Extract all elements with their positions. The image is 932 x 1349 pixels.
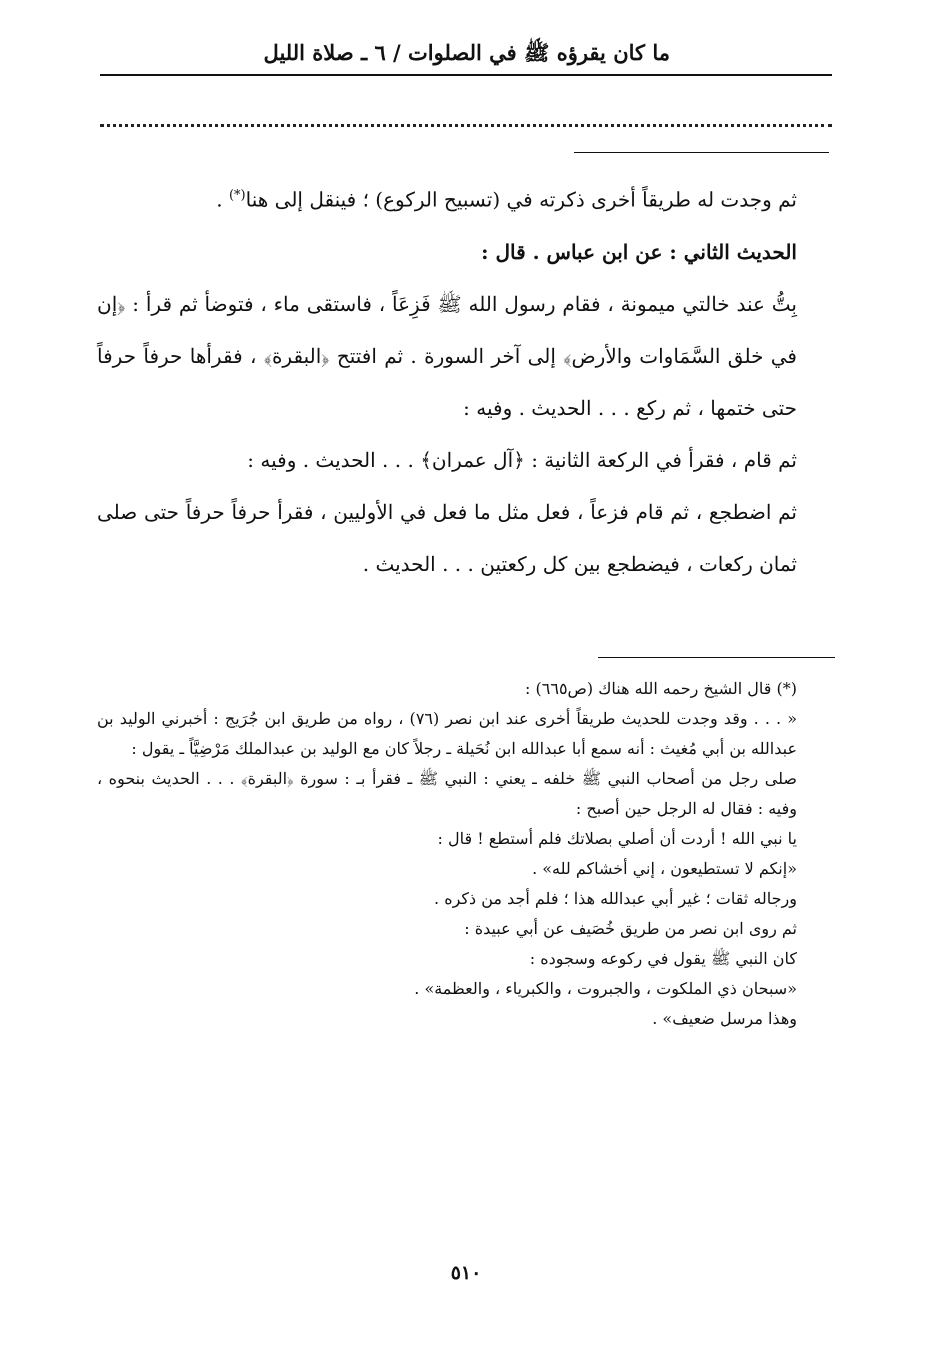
footnote-line-9: «سبحان ذي الملكوت ، والجبروت ، والكبرياء ، والعظمة» . bbox=[414, 979, 797, 998]
footnote-rule bbox=[598, 657, 835, 658]
footnote-line-2: « . . . وقد وجدت للحديث طريقاً أخرى عند ابن نصر (٧٦) ، رواه من طريق ابن جُرَيج : أخبرني الوليد بن عبدالله بن أبي مُغيث : أنه سمع أبا عبدالله ابن نُحَيلة ـ رجلاً كان مع الوليد بن عبدالملك مَرْضِيَّاً ـ يقول : bbox=[97, 709, 797, 758]
footnote-line-3: صلى رجل من أصحاب النبي ﷺ خلفه ـ يعني : النبي ﷺ ـ فقرأ بـ : سورة ﴿البقرة﴾ . . . الحديث بنحوه ، وفيه : فقال له الرجل حين أصبح : bbox=[97, 769, 797, 818]
footnote-marker: (*) bbox=[228, 188, 246, 203]
footnote-line-4: يا نبي الله ! أردت أن أصلي بصلاتك فلم أستطع ! قال : bbox=[437, 829, 797, 848]
main-text bbox=[97, 170, 797, 590]
footnote-line-7: ثم روى ابن نصر من طريق خُصَيف عن أبي عبيدة : bbox=[464, 919, 797, 938]
dotted-separator bbox=[100, 124, 832, 127]
page-number: ٥١٠ bbox=[450, 1262, 482, 1284]
short-rule bbox=[574, 152, 829, 153]
header-rule bbox=[100, 74, 832, 76]
footnote-line-5: «إنكم لا تستطيعون ، إني أخشاكم لله» . bbox=[532, 859, 797, 878]
footnote-line-1: (*) قال الشيخ رحمه الله هناك (ص٦٦٥) : bbox=[525, 679, 797, 698]
running-header: ما كان يقرؤه ﷺ في الصلوات / ٦ ـ صلاة الليل bbox=[263, 40, 670, 65]
hadith-heading: الحديث الثاني : عن ابن عباس . قال : bbox=[481, 239, 797, 264]
footnote-line-8: كان النبي ﷺ يقول في ركوعه وسجوده : bbox=[529, 949, 797, 968]
paragraph-1-text: ثم وجدت له طريقاً أخرى ذكرته في (تسبيح الركوع) ؛ فينقل إلى هنا bbox=[245, 187, 797, 212]
paragraph-3: ثم قام ، فقرأ في الركعة الثانية : ﴿آل عمران﴾ . . . الحديث . وفيه : bbox=[247, 447, 797, 472]
paragraph-2: بِتُّ عند خالتي ميمونة ، فقام رسول الله ﷺ فَزِعَاً ، فاستقى ماء ، فتوضأ ثم قرأ : ﴿إن في خلق السَّمَاوات والأرض﴾ إلى آخر السورة . ثم افتتح ﴿البقرة﴾ ، فقرأها حرفاً حرفاً حتى ختمها ، ثم ركع . . . الحديث . وفيه : bbox=[97, 291, 797, 420]
footnote-line-10: وهذا مرسل ضعيف» . bbox=[652, 1009, 797, 1028]
footnotes bbox=[97, 674, 797, 1034]
paragraph-1-end: . bbox=[216, 187, 229, 212]
paragraph-4: ثم اضطجع ، ثم قام فزعاً ، فعل مثل ما فعل في الأوليين ، فقرأ حرفاً حرفاً حتى صلى ثمان ركعات ، فيضطجع بين كل ركعتين . . . الحديث . bbox=[97, 499, 797, 576]
paragraph-1 bbox=[97, 170, 797, 226]
footnote-line-6: ورجاله ثقات ؛ غير أبي عبدالله هذا ؛ فلم أجد من ذكره . bbox=[434, 889, 797, 908]
